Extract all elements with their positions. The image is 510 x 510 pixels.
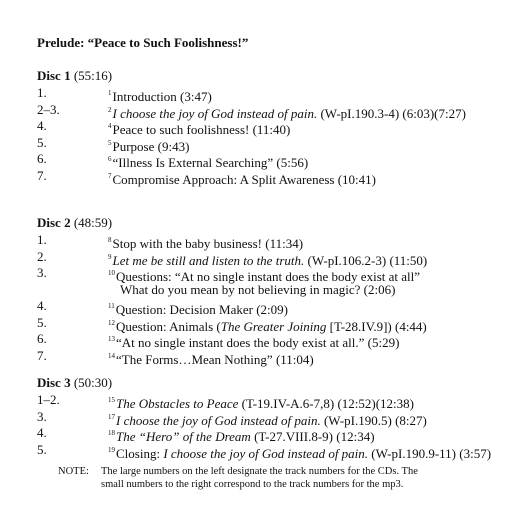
track-text: Question: Animals (	[116, 318, 221, 334]
track-reference: (T-27.VIII.8-9) (12:34)	[250, 429, 375, 444]
track-text: Question: Decision Maker (2:09)	[115, 302, 288, 317]
track-italic-title: The “Hero” of the Dream	[116, 429, 251, 444]
cd-track-number: 5.	[37, 314, 47, 330]
cd-track-number: 7.	[37, 167, 47, 183]
track-title-continuation: What do you mean by not believing in magic? (2:06)	[120, 281, 396, 297]
cd-track-number: 5.	[37, 441, 47, 457]
track-italic-title: The Obstacles to Peace	[116, 396, 239, 411]
cd-track-number: 3.	[37, 265, 47, 280]
track-text: “Illness Is External Searching” (5:56)	[112, 155, 309, 170]
disc-duration: (48:59)	[73, 215, 113, 230]
cd-track-number: 4.	[37, 425, 47, 440]
mp3-track-number: 17	[108, 412, 115, 421]
track-text: Introduction (3:47)	[112, 89, 212, 104]
track-title	[108, 442, 491, 462]
mp3-track-number: 19	[108, 445, 115, 454]
disc-label: Disc 2	[37, 215, 71, 230]
note-line-1: The large numbers on the left designate the track numbers for the CDs. The	[101, 466, 418, 477]
track-title	[108, 348, 314, 368]
mp3-track-number: 4	[108, 122, 112, 130]
mp3-track-number: 13	[108, 335, 115, 343]
track-title	[108, 168, 376, 188]
mp3-track-number: 7	[108, 171, 112, 180]
track-italic-title: The Greater Joining	[220, 318, 327, 334]
note-line-2: small numbers to the right correspond to the track numbers for the mp3.	[101, 479, 404, 490]
page-title: Prelude: “Peace to Such Foolishness!”	[37, 35, 249, 50]
note-label: NOTE:	[58, 466, 89, 477]
track-reference: (T-19.IV-A.6-7,8) (12:52)(12:38)	[238, 396, 414, 411]
disc-label: Disc 3	[37, 375, 71, 390]
track-text: Purpose (9:43)	[112, 138, 190, 154]
disc-duration: (55:16)	[73, 68, 113, 83]
cd-track-number: 2.	[37, 248, 47, 264]
disc-duration: (50:30)	[73, 375, 113, 390]
mp3-track-number: 18	[108, 429, 115, 437]
mp3-track-number: 6	[108, 155, 112, 163]
mp3-track-number: 15	[108, 396, 115, 404]
track-reference: (W-pI.190.9-11) (3:57)	[368, 445, 492, 461]
cd-track-number: 3.	[37, 408, 47, 424]
mp3-track-number: 9	[108, 252, 112, 261]
track-reference: (W-pI.190.3-4) (6:03)(7:27)	[317, 105, 466, 121]
cd-track-number: 1–2.	[37, 392, 60, 407]
track-text: Peace to such foolishness! (11:40)	[112, 122, 291, 137]
mp3-track-number: 12	[108, 318, 115, 327]
mp3-track-number: 11	[108, 302, 115, 310]
cd-track-number: 4.	[37, 298, 47, 313]
track-text: Compromise Approach: A Split Awareness (10:41)	[112, 171, 376, 187]
track-reference: (W-pI.190.5) (8:27)	[320, 412, 427, 428]
disc-heading	[37, 215, 112, 231]
mp3-track-number: 2	[108, 105, 112, 114]
track-italic-title: I choose the joy of God instead of pain.	[116, 412, 321, 428]
mp3-track-number: 8	[108, 236, 112, 244]
disc-label: Disc 1	[37, 68, 71, 83]
track-text: “The Forms…Mean Nothing” (11:04)	[116, 351, 314, 367]
track-italic-title: I choose the joy of God instead of pain.	[112, 105, 318, 121]
mp3-track-number: 14	[108, 351, 115, 360]
cd-track-number: 1.	[37, 232, 47, 247]
track-text: Questions: “At no single instant does the body exist at all”	[116, 269, 421, 284]
cd-track-number: 6.	[37, 151, 47, 166]
track-italic-title: I choose the joy of God instead of pain.	[163, 445, 369, 461]
disc-heading	[37, 375, 112, 391]
cd-track-number: 2–3.	[37, 101, 60, 117]
cd-track-number: 5.	[37, 134, 47, 150]
mp3-track-number: 1	[108, 89, 112, 97]
mp3-track-number: 5	[108, 138, 112, 147]
disc-heading	[37, 68, 112, 84]
track-italic-title: Let me be still and listen to the truth.	[112, 252, 305, 268]
mp3-track-number: 10	[108, 269, 115, 277]
track-text: Stop with the baby business! (11:34)	[112, 236, 304, 251]
cd-track-number: 1.	[37, 85, 47, 100]
track-reference: (W-pI.106.2-3) (11:50)	[304, 252, 428, 268]
track-text: Closing:	[116, 445, 164, 461]
cd-track-number: 7.	[37, 347, 47, 363]
track-text: “At no single instant does the body exist at all.” (5:29)	[116, 335, 400, 350]
track-reference: [T-28.IV.9]) (4:44)	[326, 318, 427, 334]
cd-track-number: 4.	[37, 118, 47, 133]
cd-track-number: 6.	[37, 331, 47, 346]
